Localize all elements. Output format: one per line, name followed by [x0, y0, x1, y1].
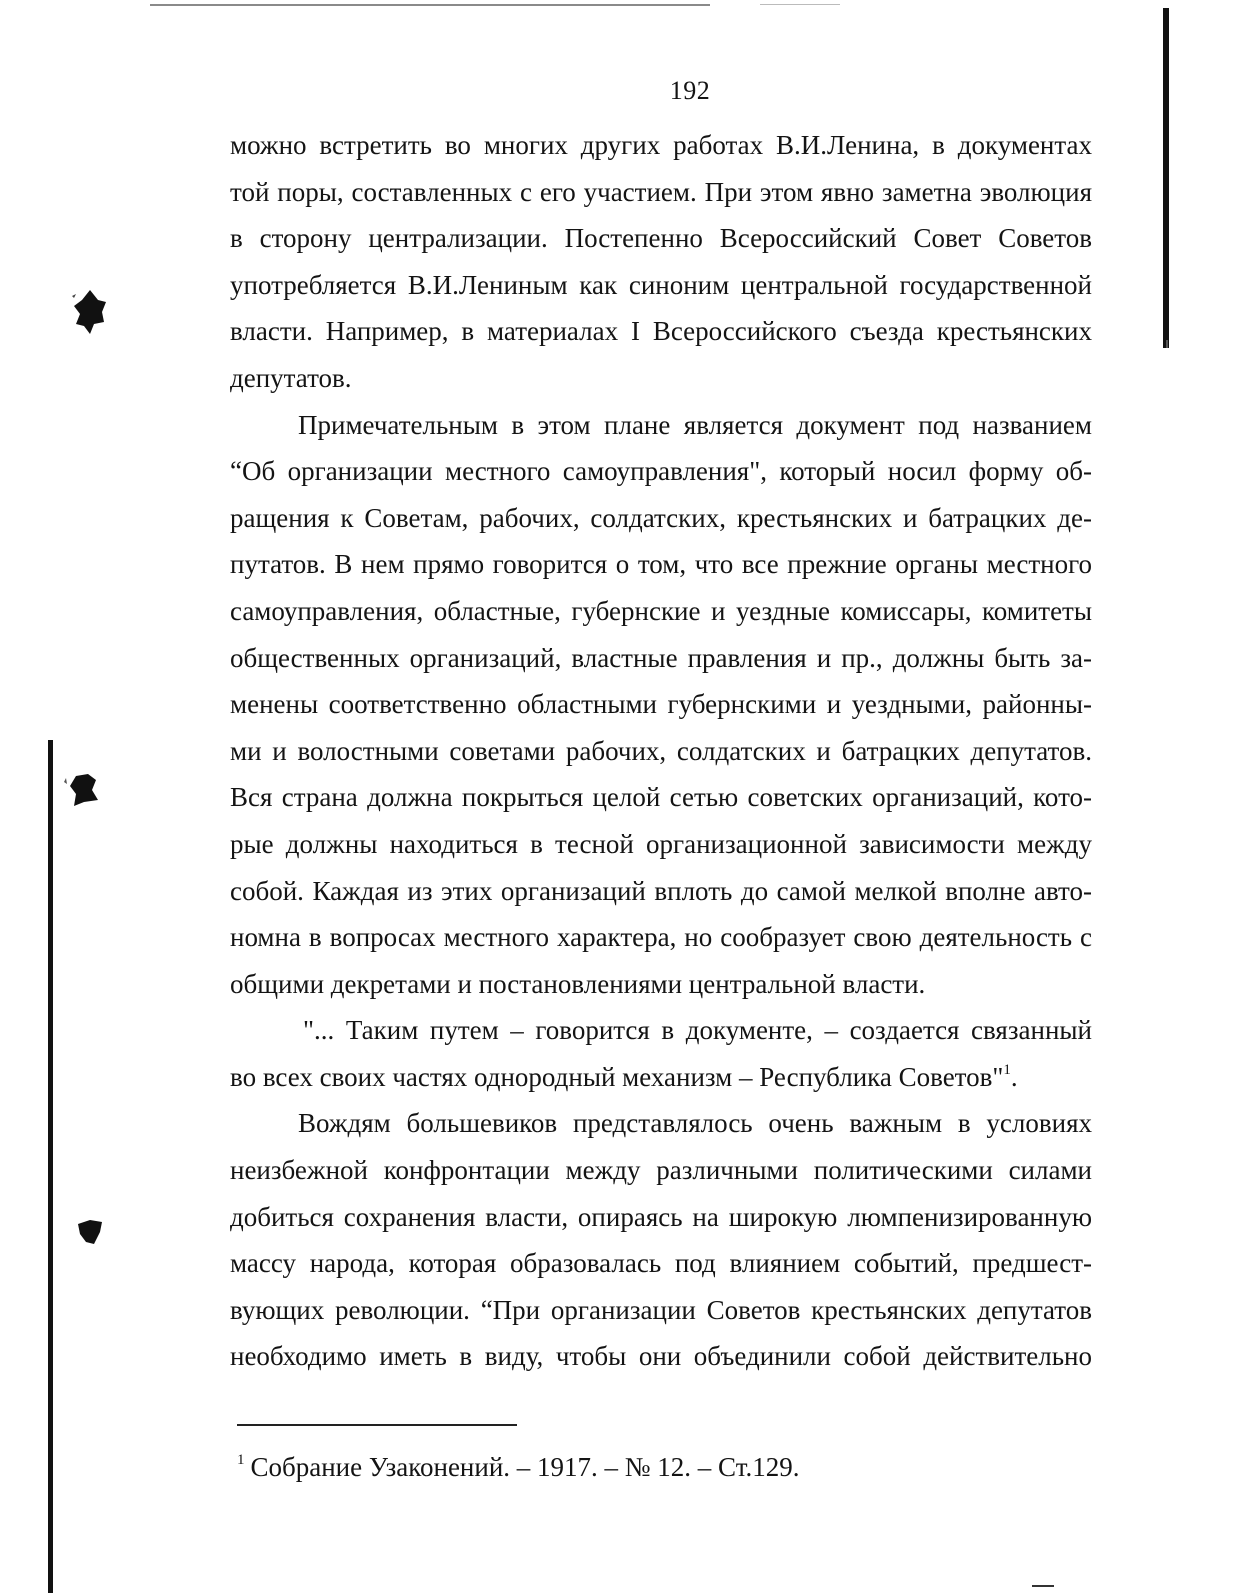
scan-edge-line [1032, 1585, 1054, 1587]
hole-punch-blot [74, 1218, 106, 1248]
text-line: Вождям большевиков представлялось очень важным в условиях [298, 1108, 1092, 1139]
text-line: необходимо иметь в виду, чтобы они объединили собой действительно [230, 1341, 1092, 1372]
text-line: можно встретить во многих других работах В.И.Ленина, в документах [230, 130, 1092, 160]
text-line [230, 1054, 1092, 1101]
text-line: вующих революции. “При организации Советов крестьянских депутатов [230, 1294, 1092, 1325]
text-line-content: во всех своих частях однородный механизм – Республика Советов" [230, 1061, 1004, 1092]
hole-punch-blot [62, 772, 102, 808]
text-line: ращения к Советам, рабочих, солдатских, крестьянских и батрацких де- [230, 502, 1092, 533]
scan-binding-bar-tail [1166, 340, 1168, 348]
text-line: той поры, составленных с его участием. При этом явно заметна эволюция [230, 176, 1092, 207]
text-line: депутатов. [230, 362, 352, 393]
text-line: в сторону централизации. Постепенно Всероссийский Совет Советов [230, 223, 1092, 254]
footnote-text: Собрание Узаконений. – 1917. – № 12. – Ст.129. [250, 1452, 800, 1482]
hole-punch-blot [68, 288, 112, 338]
quotation-paragraph [230, 1007, 1092, 1100]
text-line: употребляется В.И.Лениным как синоним центральной государственной [230, 269, 1092, 300]
text-line: массу народа, которая образовалась под влиянием событий, предшест- [230, 1248, 1092, 1279]
page-number: 192 [669, 76, 711, 105]
body-text [230, 122, 1092, 1380]
text-line: менены соответственно областными губернскими и уездными, районны- [230, 689, 1092, 720]
scan-binding-bar [1163, 8, 1169, 348]
text-line: неизбежной конфронтации между различными политическими силами [230, 1155, 1092, 1186]
text-line: “Об организации местного самоуправления", который носил форму об- [230, 456, 1092, 487]
footnote-reference: 1 [1003, 1061, 1011, 1078]
scan-edge-line [150, 4, 710, 6]
text-line: власти. Например, в материалах I Всероссийского съезда крестьянских [230, 316, 1092, 347]
text-line: Вся страна должна покрыться целой сетью советских организаций, кото- [230, 782, 1092, 813]
text-line: Примечательным в этом плане является документ под названием [298, 409, 1092, 440]
text-line: собой. Каждая из этих организаций вплоть до самой мелкой вполне авто- [230, 875, 1092, 906]
footnote-marker: 1 [237, 1452, 245, 1468]
scan-edge-line [760, 4, 840, 5]
text-line: добиться сохранения власти, опираясь на широкую люмпенизированную [230, 1201, 1092, 1232]
paragraph [230, 122, 1092, 402]
footnote-separator [237, 1424, 517, 1426]
paragraph [230, 402, 1092, 1008]
text-line: общественных организаций, властные правления и пр., должны быть за- [230, 642, 1092, 673]
text-line: "... Таким путем – говорится в документе, – создается связанный [303, 1015, 1092, 1046]
footnote [237, 1452, 799, 1483]
text-line: самоуправления, областные, губернские и уездные комиссары, комитеты [230, 595, 1092, 626]
sentence-end: . [1010, 1061, 1018, 1092]
text-line: номна в вопросах местного характера, но сообразует свою деятельность с [230, 922, 1092, 953]
text-line: ми и волостными советами рабочих, солдатских и батрацких депутатов. [230, 735, 1092, 766]
scan-binding-bar [48, 740, 53, 1593]
paragraph [230, 1100, 1092, 1380]
text-line: общими декретами и постановлениями центральной власти. [230, 968, 926, 999]
text-line: путатов. В нем прямо говорится о том, что все прежние органы местного [230, 549, 1092, 580]
text-line: рые должны находиться в тесной организационной зависимости между [230, 828, 1092, 859]
